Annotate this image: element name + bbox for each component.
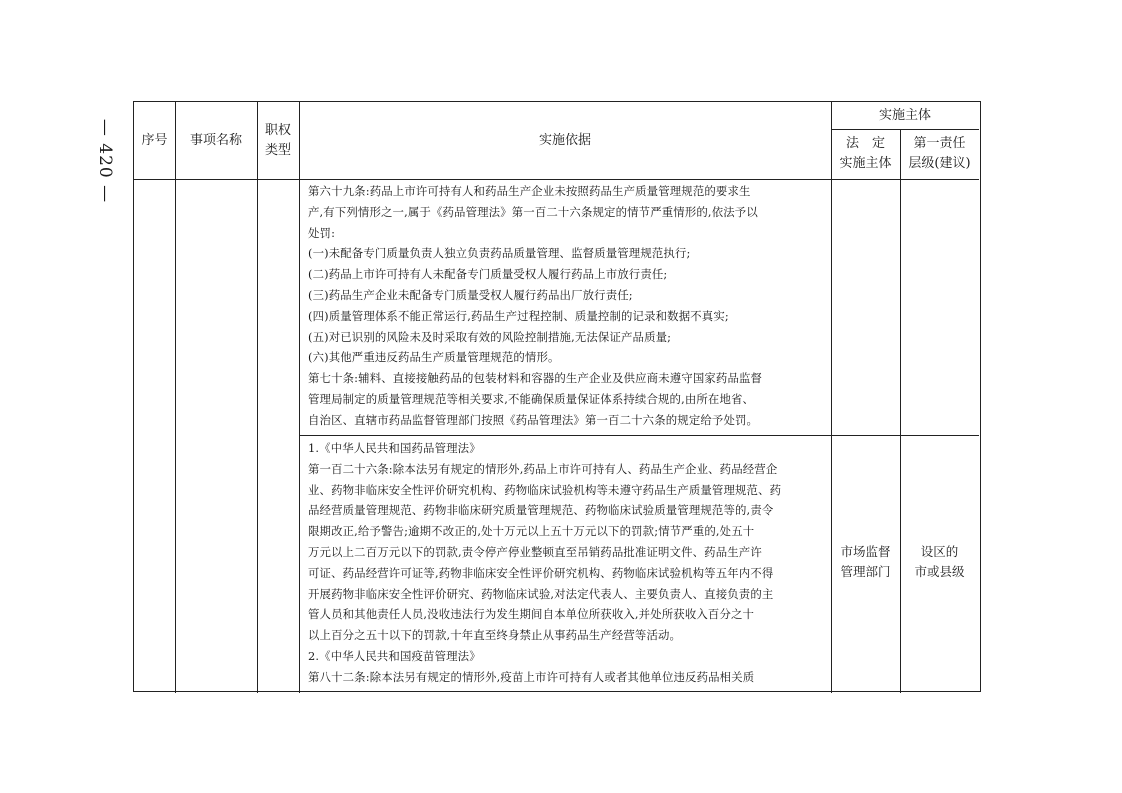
header-item-name: 事项名称 (189, 132, 242, 148)
row2-first-responsibility: 设区的 市或县级 (914, 544, 965, 579)
row1-basis-text: 第六十九条:药品上市许可持有人和药品生产企业未按照药品生产质量管理规范的要求生 产,有下列情形之一,属于《药品管理法》第一百二十六条规定的情节严重情形的,依法予以 处罚: (一)未配备专门质量负责人独立负责药品质量管理、监督质量管理规范执行; (二)药品上市许可持有人未配备专门质量受权人履行药品上市放行责任; (三)药品生产企业未配备专门质量受权人履行药品出厂放行责任; (四)质量管理体系不能正常运行,药品生产过程控制、质量控制的记录和数据不真实; (五)对已识别的风险未及时采取有效的风险控制措施,无法保证产品质量; (六)其他严重违反药品生产质量管理规范的情形。 第七十条:辅料、直接接触药品的包装材料和容器的生产企业及供应商未遵守国家药品监督 管理局制定的质量管理规范等相关要求,不能确保质量保证体系持续合规的,由所在地省、 自治区、直辖市药品监督管理部门按照《药品管理法》第一百二十六条的规定给予处罚。 (308, 184, 763, 427)
header-seq: 序号 (141, 132, 168, 148)
row-divider (134, 179, 979, 180)
header-legal-body: 法 定 实施主体 (839, 136, 892, 171)
col-divider (900, 129, 901, 693)
row2-basis-text: 1.《中华人民共和国药品管理法》 第一百二十六条:除本法另有规定的情形外,药品上市许可持有人、药品生产企业、药品经营企 业、药物非临床安全性评价研究机构、药物临床试验机构等未遵守药品生产质量管理规范、药 品经营质量管理规范、药物非临床研究质量管理规范、药物临床试验质量管理规范等的,责令 限期改正,给予警告;逾期不改正的,处十万元以上五十万元以下的罚款;情节严重的,处五十 万元以上二百万元以下的罚款,责令停产停业整顿直至吊销药品批准证明文件、药品生产许 可证、药品经营许可证等,药物非临床安全性评价研究机构、药物临床试验机构等五年内不得 开展药物非临床安全性评价研究、药物临床试验,对法定代表人、主要负责人、直接负责的主 管人员和其他责任人员,没收违法行为发生期间自本单位所获收入,并处所获收入百分之十 以上百分之五十以下的罚款,十年直至终身禁止从事药品生产经营等活动。 2.《中华人民共和国疫苗管理法》 第八十二条:除本法另有规定的情形外,疫苗上市许可持有人或者其他单位违反药品相关质 (308, 441, 782, 684)
header-implementing-body: 实施主体 (878, 107, 931, 123)
header-basis: 实施依据 (538, 132, 591, 148)
row-divider (299, 435, 979, 436)
col-divider (257, 102, 258, 693)
row2-legal-body: 市场监督 管理部门 (840, 544, 891, 579)
col-divider (175, 102, 176, 693)
page-number: — 420 — (95, 118, 116, 204)
header-first-responsibility: 第一责任 层级(建议) (908, 136, 971, 171)
col-divider (299, 102, 300, 693)
header-authority-type: 职权 类型 (264, 122, 291, 158)
enforcement-table (133, 101, 981, 692)
